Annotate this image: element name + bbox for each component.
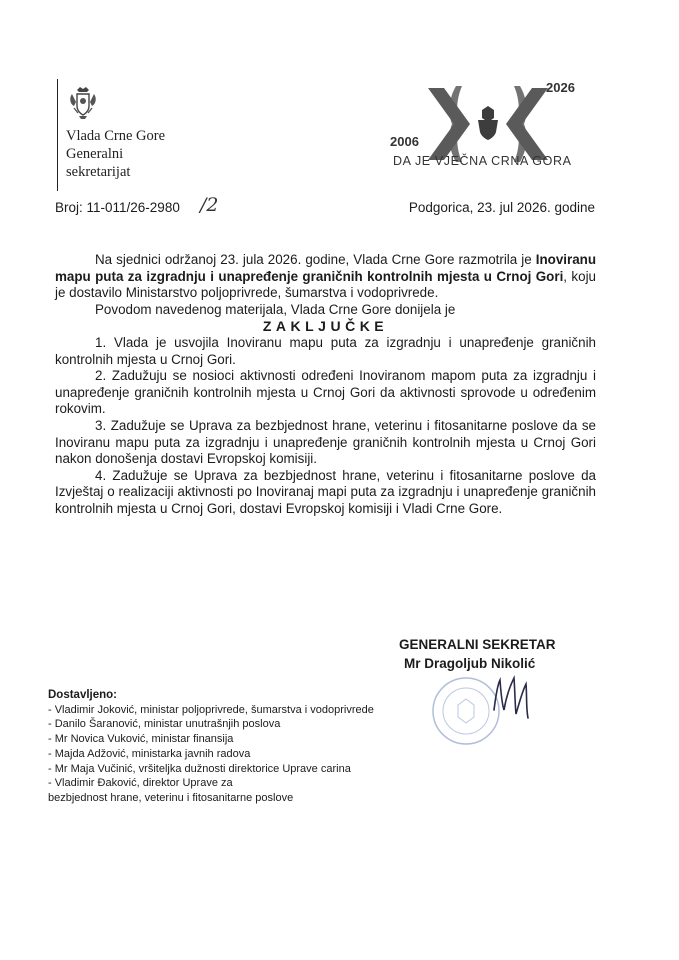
list-item: - Danilo Šaranović, ministar unutrašnjih poslova (48, 718, 281, 731)
place-and-date: Podgorica, 23. jul 2026. godine (408, 200, 595, 215)
intro-paragraph-2: Povodom navedenog materijala, Vlada Crne Gore donijela je (95, 301, 456, 317)
distribution-list (48, 688, 374, 806)
signatory-title: GENERALNI SEKRETAR (399, 637, 556, 652)
intro-text-end: , koju je dostavilo Ministarstvo poljoprivrede, šumarstva i vodoprivrede. (55, 268, 596, 301)
organization-name (66, 127, 165, 181)
logo-slogan: DA JE VJEČNA CRNA GORA (393, 154, 572, 168)
document-number: Broj: 11-011/26-2980 (55, 200, 180, 215)
org-line-2: Generalni (66, 146, 124, 162)
org-line-1: Vlada Crne Gore (66, 128, 166, 144)
conclusion-1: 1. Vlada je usvojila Inoviranu mapu puta za izgradnju i unapređenje graničnih kontrolnih mjesta u Crnoj Gori. (55, 334, 596, 367)
conclusions-heading: ZAKLJUČKE (262, 318, 389, 335)
org-line-3: sekretarijat (66, 164, 131, 180)
header-divider (57, 79, 58, 191)
conclusion-4: 4. Zadužuje se Uprava za bezbjednost hrane, veterinu i fitosanitarne poslove da Izvještaj o realizaciji aktivnosti po Inoviranaj mapi puta za izgradnju i unapređenje graničnih kontrolnih mjesta u Crnoj Gori, dostavi Evropskoj komisiji i Vladi Crne Gore. (55, 467, 596, 516)
intro-paragraph (55, 252, 596, 302)
coat-of-arms-icon (68, 86, 98, 120)
signatory-name: Mr Dragoljub Nikolić (404, 656, 536, 671)
document-body (55, 252, 596, 518)
list-item: - Vladimir Đaković, direktor Uprave za (48, 777, 233, 790)
distribution-title: Dostavljeno: (48, 689, 118, 701)
conclusion-3: 3. Zadužuje se Uprava za bezbjednost hrane, veterinu i fitosanitarne poslove da se Inoviranu mapu puta za izgradnju i unapređenje graničnih kontrolnih mjesta u Crnoj Gori nakon donošenja dostavi Evropskoj komisiji. (55, 417, 596, 467)
logo-year-right: 2026 (546, 80, 575, 95)
list-item: - Mr Novica Vuković, ministar finansija (48, 733, 234, 746)
conclusion-2: 2. Zadužuju se nosioci aktivnosti određeni Inoviranom mapom puta za izgradnju i unapređenje graničnih kontrolnih mjesta u Crnoj Gori da aktivnosti sprovode u određenim rokovim. (55, 368, 596, 417)
intro-text-start: Na sjednici održanoj 23. jula 2026. godine, Vlada Crne Gore razmotrila je (95, 252, 536, 267)
logo-year-left: 2006 (390, 134, 419, 149)
list-item: bezbjednost hrane, veterinu i fitosanitarne poslove (48, 791, 294, 804)
list-item: - Mr Maja Vučinić, vršiteljka dužnosti direktorice Uprave carina (48, 762, 351, 775)
list-item: - Vladimir Joković, ministar poljoprivrede, šumarstva i vodoprivrede (48, 703, 374, 716)
handwritten-mark: /2 (200, 194, 219, 216)
handwritten-signature-icon (488, 670, 534, 722)
list-item: - Majda Adžović, ministarka javnih radova (48, 747, 251, 760)
intro-bold-title: Inoviranu mapu puta za izgradnju i unapređenje graničnih kontrolnih mjesta u Crnoj Gori (55, 252, 596, 284)
